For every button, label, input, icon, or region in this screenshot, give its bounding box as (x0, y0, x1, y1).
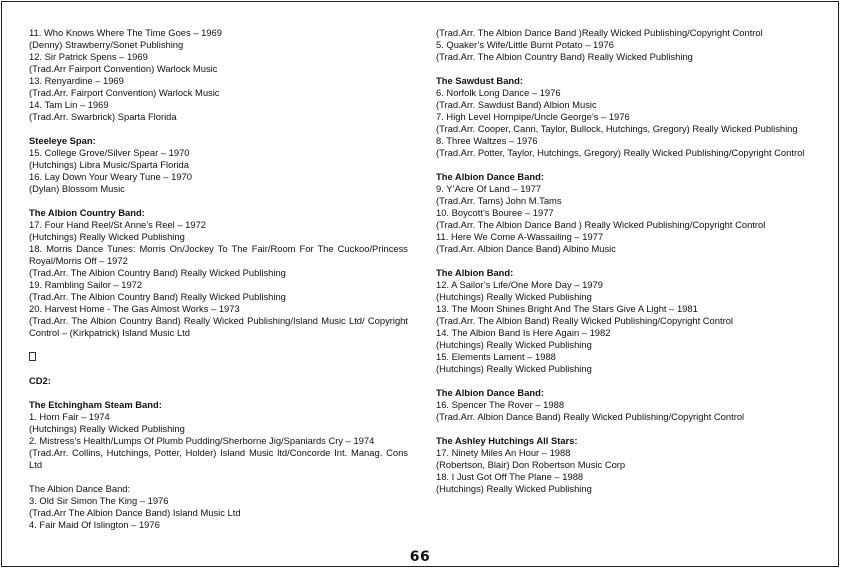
spacer (436, 255, 815, 267)
track-line: 10. Boycott’s Bouree – 1977 (436, 207, 554, 218)
left-column (29, 27, 408, 531)
track-line: 11. Here We Come A-Wassailing – 1977 (436, 231, 604, 242)
track-line: (Hutchings) Really Wicked Publishing (29, 231, 185, 242)
section-heading: The Albion Dance Band: (436, 387, 544, 398)
track-line: 18. Morris Dance Tunes: Morris On/Jockey To The Fair/Room For The Cuckoo/Princess Royal/Morris Off – 1972 (29, 243, 408, 266)
missing-glyph-icon (29, 352, 36, 361)
track-line: (Trad.Arr The Albion Dance Band) Island Music Ltd (29, 507, 241, 518)
track-line: (Trad.Arr. The Albion Dance Band )Really Wicked Publishing/Copyright Control (436, 27, 763, 38)
track-line: 16. Spencer The Rover – 1988 (436, 399, 565, 410)
track-line: 16. Lay Down Your Weary Tune – 1970 (29, 171, 192, 182)
placeholder-box-icon (29, 351, 408, 363)
track-line: (Hutchings) Really Wicked Publishing (436, 363, 592, 374)
section-heading: The Albion Band: (436, 267, 514, 278)
track-line: 18. I Just Got Off The Plane – 1988 (436, 471, 584, 482)
track-line: (Trad.Arr. Fairport Convention) Warlock Music (29, 87, 220, 98)
section-heading: The Albion Country Band: (29, 207, 145, 218)
track-line: 2. Mistress’s Health/Lumps Of Plumb Pudding/Sherborne Jig/Spaniards Cry – 1974 (29, 435, 375, 446)
track-line: 13. Renyardine – 1969 (29, 75, 124, 86)
track-line: 5. Quaker’s Wife/Little Burnt Potato – 1976 (436, 39, 614, 50)
track-line: (Trad.Arr. Swarbrick) Sparta Florida (29, 111, 177, 122)
track-line: 15. College Grove/Silver Spear – 1970 (29, 147, 190, 158)
track-line: 1. Horn Fair – 1974 (29, 411, 110, 422)
section-heading: The Sawdust Band: (436, 75, 523, 86)
spacer (29, 339, 408, 351)
track-line: (Trad.Arr. The Albion Country Band) Really Wicked Publishing/Island Music Ltd/ Copyright Control – (Kirkpatrick) Island Music Ltd (29, 315, 408, 338)
track-line: 14. The Albion Band Is Here Again – 1982 (436, 327, 611, 338)
track-line: (Trad.Arr. The Albion Country Band) Really Wicked Publishing (29, 267, 286, 278)
track-line: 19. Rambling Sailor – 1972 (29, 279, 143, 290)
track-line: 20. Harvest Home - The Gas Almost Works – 1973 (29, 303, 240, 314)
track-line: 17. Ninety Miles An Hour – 1988 (436, 447, 571, 458)
track-line: (Trad.Arr. Collins, Hutchings, Potter, Holder) Island Music ltd/Concorde Int. Manag. Cons Ltd (29, 447, 408, 470)
track-line: (Trad.Arr. Cooper, Cann, Taylor, Bullock, Hutchings, Gregory) Really Wicked Publishing (436, 123, 798, 134)
track-line: (Robertson, Blair) Don Robertson Music Corp (436, 459, 626, 470)
spacer (29, 387, 408, 399)
track-line: 9. Y’Acre Of Land – 1977 (436, 183, 542, 194)
track-line: (Trad.Arr Fairport Convention) Warlock Music (29, 63, 218, 74)
track-line: (Trad.Arr. Sawdust Band) Albion Music (436, 99, 597, 110)
section-heading: The Ashley Hutchings All Stars: (436, 435, 578, 446)
track-line: (Trad.Arr. The Albion Band) Really Wicked Publishing/Copyright Control (436, 315, 734, 326)
track-line: 8. Three Waltzes – 1976 (436, 135, 538, 146)
track-line: 15. Elements Lament – 1988 (436, 351, 556, 362)
track-line: (Trad.Arr. The Albion Country Band) Really Wicked Publishing (29, 291, 286, 302)
track-line: (Dylan) Blossom Music (29, 183, 125, 194)
track-line: 13. The Moon Shines Bright And The Stars Give A Light – 1981 (436, 303, 698, 314)
spacer (436, 159, 815, 171)
spacer (29, 123, 408, 135)
spacer (436, 63, 815, 75)
track-line: (Trad.Arr. Potter, Taylor, Hutchings, Gregory) Really Wicked Publishing/Copyright Control (436, 147, 805, 158)
spacer (29, 363, 408, 375)
right-column (436, 27, 815, 495)
track-line: 12. Sir Patrick Spens – 1969 (29, 51, 148, 62)
document-page (1, 1, 839, 567)
track-line: 17. Four Hand Reel/St Anne’s Reel – 1972 (29, 219, 207, 230)
track-line: 11. Who Knows Where The Time Goes – 1969 (29, 27, 222, 38)
track-line: 3. Old Sir Simon The King – 1976 (29, 495, 169, 506)
spacer (29, 471, 408, 483)
track-line: 12. A Sailor’s Life/One More Day – 1979 (436, 279, 603, 290)
track-line: (Trad.Arr. Albion Dance Band) Albino Music (436, 243, 616, 254)
section-heading: CD2: (29, 375, 51, 386)
track-line: (Hutchings) Really Wicked Publishing (436, 291, 592, 302)
track-line: 14. Tam Lin – 1969 (29, 99, 109, 110)
track-line: (Hutchings) Libra Music/Sparta Florida (29, 159, 189, 170)
track-line: (Hutchings) Really Wicked Publishing (436, 339, 592, 350)
track-line: (Denny) Strawberry/Sonet Publishing (29, 39, 184, 50)
track-line: (Hutchings) Really Wicked Publishing (29, 423, 185, 434)
track-line: The Albion Dance Band: (29, 483, 131, 494)
section-heading: Steeleye Span: (29, 135, 96, 146)
track-line: 4. Fair Maid Of Islington – 1976 (29, 519, 160, 530)
track-line: (Trad.Arr. The Albion Dance Band ) Really Wicked Publishing/Copyright Control (436, 219, 766, 230)
track-line: 6. Norfolk Long Dance – 1976 (436, 87, 561, 98)
section-heading: The Etchingham Steam Band: (29, 399, 162, 410)
spacer (29, 195, 408, 207)
spacer (436, 375, 815, 387)
page-number: 66 (409, 549, 431, 565)
track-line: (Trad.Arr. Albion Dance Band) Really Wicked Publishing/Copyright Control (436, 411, 745, 422)
track-line: (Hutchings) Really Wicked Publishing (436, 483, 592, 494)
track-line: (Trad.Arr. The Albion Country Band) Really Wicked Publishing (436, 51, 693, 62)
spacer (436, 423, 815, 435)
section-heading: The Albion Dance Band: (436, 171, 544, 182)
track-line: (Trad.Arr. Tams) John M.Tams (436, 195, 562, 206)
track-line: 7. High Level Hornpipe/Uncle George’s – 1976 (436, 111, 630, 122)
